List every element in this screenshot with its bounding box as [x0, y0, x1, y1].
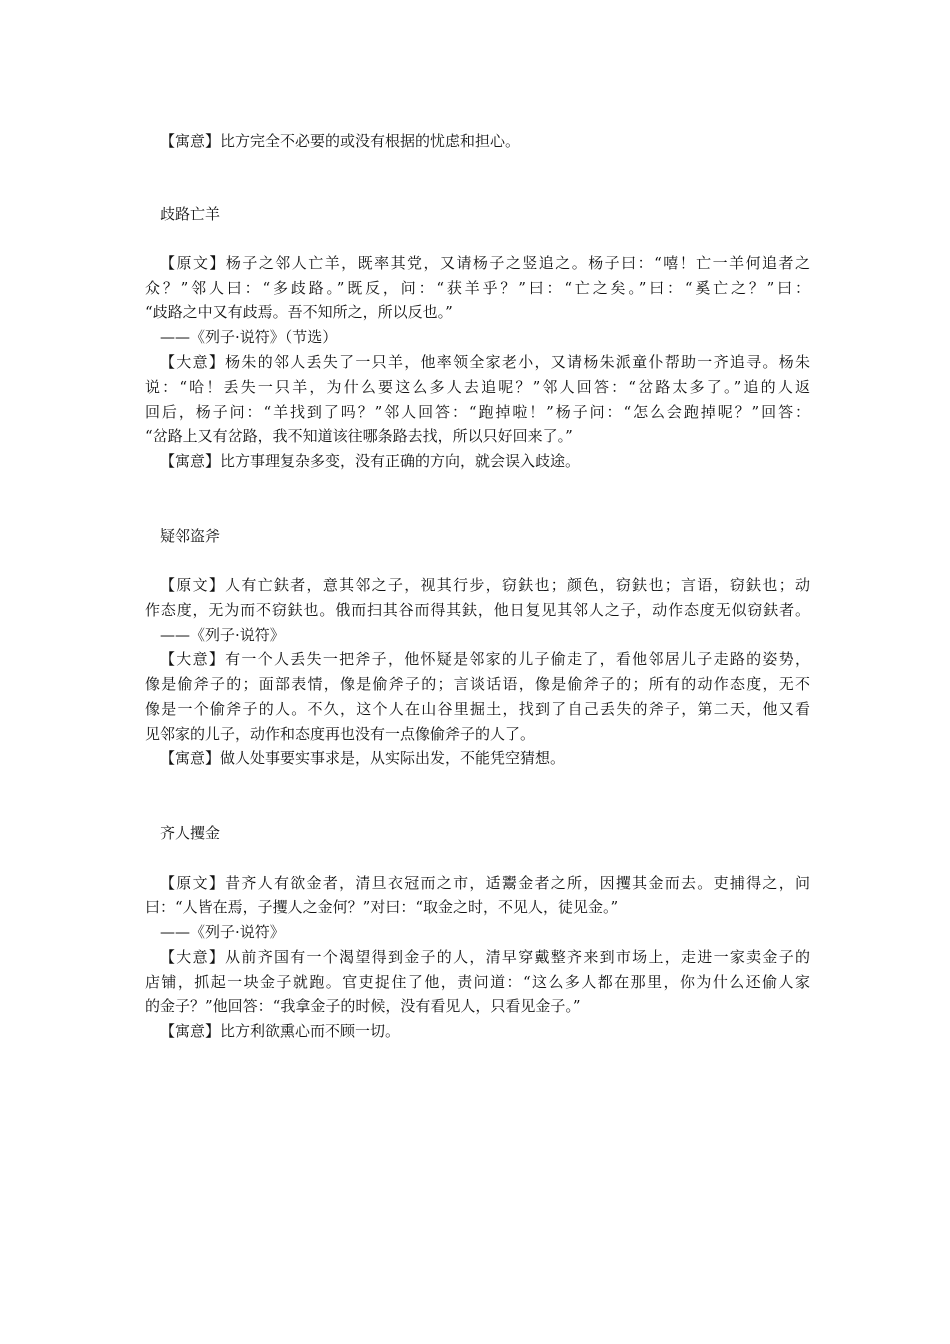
text-line: 【原文】昔齐人有欲金者，清旦衣冠而之市，适鬻金者之所，因攫其金而去。吏捕得之，问: [160, 874, 810, 892]
source-line: ——《列子·说符》: [160, 923, 285, 941]
moral-line: 【寓意】比方完全不必要的或没有根据的忧虑和担心。: [160, 132, 521, 150]
source-line: ——《列子·说符》（节选）: [160, 328, 338, 346]
text-line: 的金子？”他回答：“我拿金子的时候，没有看见人，只看见金子。”: [145, 997, 581, 1015]
text-line: 像是偷斧子的；面部表情，像是偷斧子的；言谈话语，像是偷斧子的；所有的动作态度，无不: [145, 675, 810, 693]
text-line: 像是一个偷斧子的人。不久，这个人在山谷里掘土，找到了自己丢失的斧子，第二天，他又看: [145, 700, 810, 718]
text-line: 店铺，抓起一块金子就跑。官吏捉住了他，责问道：“这么多人都在那里，你为什么还偷人家: [145, 973, 810, 991]
moral-line: 【寓意】做人处事要实事求是，从实际出发，不能凭空猜想。: [160, 749, 566, 767]
section-title: 疑邻盗斧: [160, 527, 221, 545]
moral-line: 【寓意】比方事理复杂多变，没有正确的方向，就会误入歧途。: [160, 452, 581, 470]
text-line: 【大意】杨朱的邻人丢失了一只羊，他率领全家老小，又请杨朱派童仆帮助一齐追寻。杨朱: [160, 353, 810, 371]
section-title: 齐人攫金: [160, 824, 221, 842]
text-line: 说：“哈！丢失一只羊，为什么要这么多人去追呢？”邻人回答：“岔路太多了。”追的人返: [145, 378, 810, 396]
text-line: 【大意】从前齐国有一个渴望得到金子的人，清早穿戴整齐来到市场上，走进一家卖金子的: [160, 948, 810, 966]
text-line: 曰：“人皆在焉，子攫人之金何？”对曰：“取金之时，不见人，徒见金。”: [145, 898, 619, 916]
moral-line: 【寓意】比方利欲熏心而不顾一切。: [160, 1022, 401, 1040]
text-line: 众？”邻人曰：“多歧路。”既反，问：“获羊乎？”曰：“亡之矣。”曰：“奚亡之？”曰：: [145, 279, 810, 297]
text-line: “岔路上又有岔路，我不知道该往哪条路去找，所以只好回来了。”: [145, 427, 573, 445]
text-line: 作态度，无为而不窃鈇也。俄而扫其谷而得其鈇，他日复见其邻人之子，动作态度无似窃鈇者。: [145, 601, 810, 619]
text-line: 见邻家的儿子，动作和态度再也没有一点像偷斧子的人了。: [145, 725, 536, 743]
text-line: 【原文】杨子之邻人亡羊，既率其党，又请杨子之竖追之。杨子曰：“嘻！亡一羊何追者之: [160, 254, 810, 272]
text-line: “歧路之中又有歧焉。吾不知所之，所以反也。”: [145, 303, 453, 321]
text-line: 【大意】有一个人丢失一把斧子，他怀疑是邻家的儿子偷走了，看他邻居儿子走路的姿势，: [160, 650, 810, 668]
section-title: 歧路亡羊: [160, 205, 221, 223]
source-line: ——《列子·说符》: [160, 626, 285, 644]
text-line: 【原文】人有亡鈇者，意其邻之子，视其行步，窃鈇也；颜色，窃鈇也；言语，窃鈇也；动: [160, 576, 810, 594]
text-line: 回后，杨子问：“羊找到了吗？”邻人回答：“跑掉啦！”杨子问：“怎么会跑掉呢？”回答：: [145, 403, 810, 421]
